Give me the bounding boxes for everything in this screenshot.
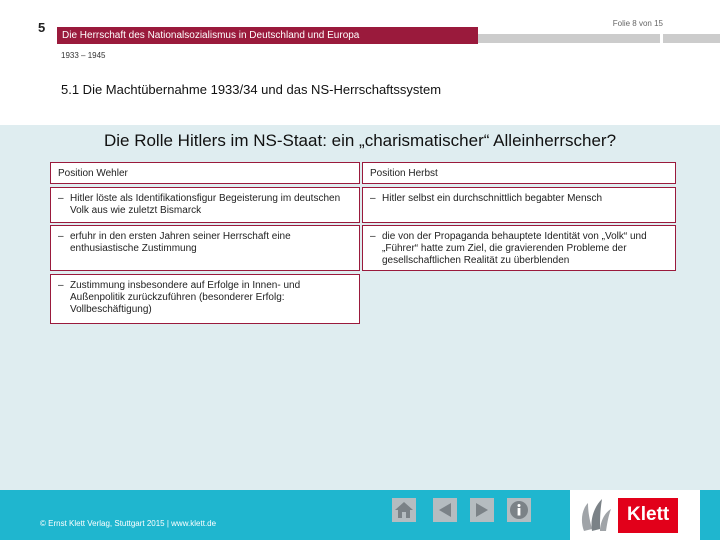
- klett-leaf-icon: [576, 495, 614, 535]
- dash: –: [58, 193, 64, 204]
- header-position-wehler: [50, 162, 360, 184]
- chapter-title: Die Herrschaft des Nationalsozialismus in Deutschland und Europa: [62, 30, 360, 41]
- dash: –: [370, 231, 376, 242]
- info-button[interactable]: [507, 498, 531, 522]
- next-button[interactable]: [470, 498, 494, 522]
- wehler-point-3-text: Zustimmung insbesondere auf Erfolge in Innen- und Außenpolitik zurückzuführen (besonderer Erfolg: Vollbeschäftigung): [70, 280, 301, 315]
- header-position-herbst: [362, 162, 676, 184]
- dash: –: [58, 280, 64, 291]
- klett-logo-text: Klett: [618, 498, 678, 533]
- slide-counter: Folie 8 von 15: [612, 19, 663, 28]
- header-position-wehler-label: Position Wehler: [58, 168, 128, 179]
- chapter-title-bar: [57, 27, 478, 44]
- copyright: © Ernst Klett Verlag, Stuttgart 2015 | www.klett.de: [40, 519, 217, 528]
- dash: –: [370, 193, 376, 204]
- footer-bar: [0, 490, 720, 540]
- wehler-point-2: [50, 225, 360, 271]
- dash: –: [58, 231, 64, 242]
- wehler-point-1: [50, 187, 360, 223]
- herbst-point-2-text: die von der Propaganda behauptete Identität von „Volk“ und „Führer“ hatte zum Ziel, die gravierenden Probleme der gesellschaftlichen Realität zu überblenden: [382, 231, 647, 266]
- home-icon: [394, 501, 414, 519]
- main-question: Die Rolle Hitlers im NS-Staat: ein „charismatischer“ Alleinherrscher?: [103, 131, 617, 150]
- chapter-years: 1933 – 1945: [61, 51, 106, 60]
- herbst-point-1: [362, 187, 676, 223]
- header-decor-bar: [478, 34, 720, 43]
- info-icon: [509, 500, 529, 520]
- wehler-point-2-text: erfuhr in den ersten Jahren seiner Herrschaft eine enthusiastische Zustimmung: [70, 231, 291, 254]
- herbst-point-1-text: Hitler selbst ein durchschnittlich begabter Mensch: [382, 193, 603, 204]
- chapter-number: 5: [38, 20, 46, 35]
- header-position-herbst-label: Position Herbst: [370, 168, 438, 179]
- wehler-point-1-text: Hitler löste als Identifikationsfigur Begeisterung im deutschen Volk aus wie zuletzt Bismarck: [70, 193, 341, 216]
- klett-logo: [570, 490, 700, 540]
- previous-icon: [436, 501, 454, 519]
- wehler-point-3: [50, 274, 360, 324]
- home-button[interactable]: [392, 498, 416, 522]
- previous-button[interactable]: [433, 498, 457, 522]
- next-icon: [473, 501, 491, 519]
- herbst-point-2: [362, 225, 676, 271]
- section-heading: 5.1 Die Machtübernahme 1933/34 und das NS-Herrschaftssystem: [61, 82, 442, 97]
